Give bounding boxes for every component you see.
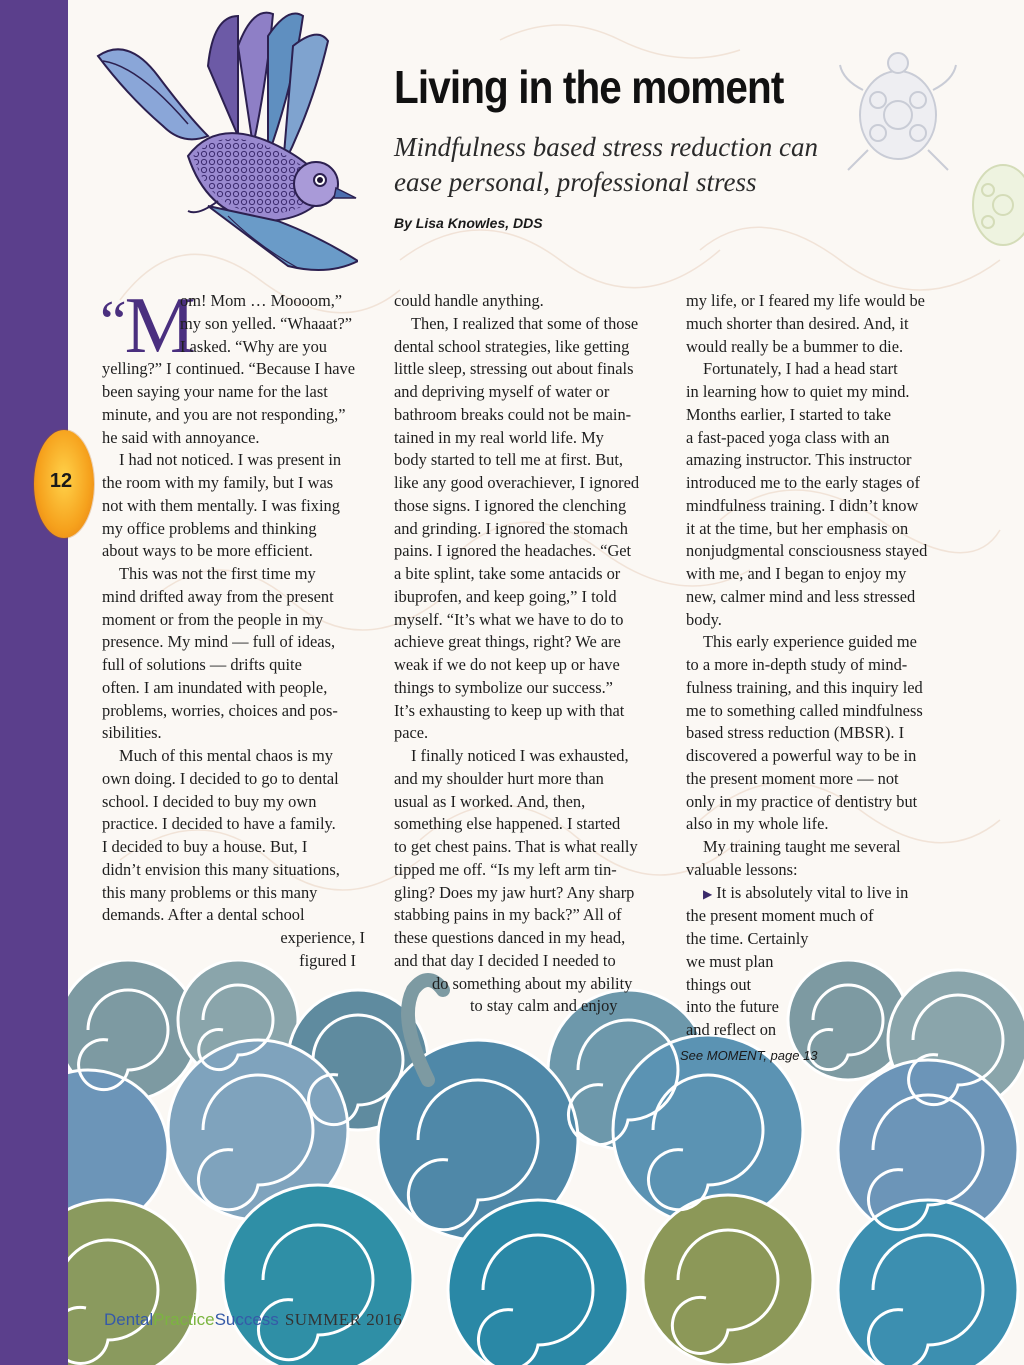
- text-line: pace.: [394, 723, 429, 743]
- text-line: the time. Certainly: [686, 929, 809, 948]
- paragraph: [102, 745, 372, 973]
- text-line: would really be a bummer to die.: [686, 336, 904, 356]
- text-line: based stress reduction (MBSR). I: [686, 723, 905, 743]
- article-byline: By Lisa Knowles, DDS: [394, 215, 543, 231]
- text-line: mindfulness training. I didn’t know: [686, 495, 919, 515]
- text-line: and that day I decided I needed to: [394, 950, 616, 970]
- text-line: little sleep, stressing out about finals: [394, 359, 634, 379]
- text-line: It’s exhausting to keep up with that: [394, 700, 625, 720]
- paragraph: [102, 290, 372, 449]
- text-line: [686, 882, 961, 906]
- text-line: ibuprofen, and keep going,” I told: [394, 586, 617, 606]
- body-column-1: [102, 290, 372, 973]
- text-line: things out: [686, 974, 752, 994]
- text-line: amazing instructor. This instructor: [686, 450, 912, 470]
- text-line: full of solutions — drifts quite: [102, 655, 302, 674]
- text-line: a bite splint, take some antacids or: [394, 564, 621, 583]
- text-line: didn’t envision this many situations,: [102, 859, 340, 879]
- article-title: Living in the moment: [394, 61, 784, 113]
- text-line: and my shoulder hurt more than: [394, 768, 604, 788]
- text-line: Much of this mental chaos is my: [119, 746, 333, 765]
- text-line: tipped me off. “Is my left arm tin-: [394, 859, 617, 879]
- text-line: I decided to buy a house. But, I: [102, 837, 308, 856]
- text-line: could handle anything.: [394, 291, 544, 310]
- text-line: my life, or I feared my life would be: [686, 291, 925, 310]
- text-line: I asked. “Why are you: [180, 336, 327, 356]
- text-line: to get chest pains. That is what really: [394, 837, 638, 856]
- brand-dental: Dental: [104, 1310, 154, 1329]
- text-line: tained in my real world life. My: [394, 427, 604, 447]
- text-line: often. I am inundated with people,: [102, 677, 328, 697]
- paragraph: [394, 745, 666, 1018]
- text-line: these questions danced in my head,: [394, 928, 626, 947]
- text-line: stabbing pains in my back?” All of: [394, 905, 622, 925]
- text-line: and depriving myself of water or: [394, 382, 610, 401]
- text-line: myself. “It’s what we have to do to: [394, 609, 624, 629]
- text-line: into the future: [686, 997, 779, 1017]
- text-line: presence. My mind — full of ideas,: [102, 632, 336, 652]
- text-line: experience, I: [280, 928, 365, 947]
- text-line: Months earlier, I started to take: [686, 404, 892, 424]
- text-line: not with them mentally. I was fixing: [102, 495, 340, 515]
- text-line: something else happened. I started: [394, 814, 621, 834]
- text-line: we must plan: [686, 951, 774, 971]
- article-subtitle: Mindfulness based stress reduction can ease personal, professional stress: [394, 132, 818, 197]
- turtle-illustration-small: [958, 150, 1024, 260]
- text-line: do something about my ability: [432, 973, 633, 993]
- text-line: this many problems or this many: [102, 882, 318, 902]
- text-line: This was not the first time my: [119, 564, 316, 583]
- text-line: it at the time, but her emphasis on: [686, 518, 909, 538]
- text-line: dental school strategies, like getting: [394, 336, 630, 356]
- footer-publication: [104, 1310, 402, 1330]
- text-line: the present moment much of: [686, 906, 874, 926]
- text-line: achieve great things, right? We are: [394, 632, 621, 652]
- text-line: and grinding. I ignored the stomach: [394, 518, 628, 538]
- text-line: This early experience guided me: [703, 632, 917, 652]
- text-line: things to symbolize our success.”: [394, 677, 613, 697]
- text-line: valuable lessons:: [686, 859, 798, 879]
- text-line: Then, I realized that some of those: [411, 313, 639, 333]
- text-line: demands. After a dental school: [102, 905, 305, 925]
- text-line: been saying your name for the last: [102, 382, 328, 401]
- text-line: own doing. I decided to go to dental: [102, 768, 339, 788]
- text-line: the room with my family, but I was: [102, 473, 334, 492]
- bullet-text: It is absolutely vital to live in: [716, 882, 909, 902]
- text-line: I had not noticed. I was present in: [119, 450, 342, 470]
- text-line: introduced me to the early stages of: [686, 473, 920, 492]
- text-line: om! Mom … Moooom,”: [180, 291, 343, 310]
- body-column-3: [686, 290, 961, 1042]
- continued-reference: See MOMENT, page 13: [680, 1048, 818, 1063]
- text-line: My training taught me several: [703, 837, 901, 856]
- spine-bar: [0, 0, 68, 1365]
- bullet-arrow-icon: ▶: [703, 886, 713, 901]
- paragraph: [686, 290, 961, 358]
- text-line: nonjudgmental consciousness stayed: [686, 541, 928, 561]
- text-line: and reflect on: [686, 1020, 777, 1039]
- text-line: a fast-paced yoga class with an: [686, 427, 890, 447]
- text-line: body.: [686, 609, 722, 629]
- paragraph: [686, 358, 961, 631]
- paragraph: [394, 313, 666, 745]
- text-line: new, calmer mind and less stressed: [686, 586, 916, 606]
- text-line: sibilities.: [102, 723, 162, 743]
- body-column-2: [394, 290, 666, 1018]
- text-line: to a more in-depth study of mind-: [686, 655, 908, 674]
- text-line: yelling?” I continued. “Because I have: [102, 359, 356, 379]
- text-line: fulness training, and this inquiry led: [686, 677, 923, 697]
- text-line: my son yelled. “Whaaat?”: [180, 313, 353, 333]
- bullet-item: [686, 882, 961, 1042]
- text-line: weak if we do not keep up or have: [394, 655, 620, 674]
- paragraph: [102, 449, 372, 563]
- paragraph: [394, 290, 666, 313]
- text-line: Fortunately, I had a head start: [703, 359, 898, 379]
- text-line: he said with annoyance.: [102, 427, 260, 447]
- text-line: like any good overachiever, I ignored: [394, 473, 640, 492]
- text-line: the present moment more — not: [686, 768, 899, 788]
- bird-illustration: [88, 6, 358, 286]
- text-line: discovered a powerful way to be in: [686, 746, 917, 765]
- text-line: bathroom breaks could not be main-: [394, 404, 632, 424]
- text-line: only in my practice of dentistry but: [686, 791, 918, 811]
- drop-cap-quote: “: [100, 289, 127, 355]
- text-line: practice. I decided to have a family.: [102, 814, 336, 834]
- text-line: usual as I worked. And, then,: [394, 791, 586, 811]
- text-line: me to something called mindfulness: [686, 700, 923, 720]
- text-line: gling? Does my jaw hurt? Any sharp: [394, 882, 635, 902]
- text-line: I finally noticed I was exhausted,: [411, 746, 629, 765]
- brand-practice: Practice: [153, 1310, 215, 1329]
- text-line: figured I: [299, 950, 356, 970]
- text-line: much shorter than desired. And, it: [686, 313, 909, 333]
- text-line: with me, and I began to enjoy my: [686, 564, 907, 583]
- paragraph: [686, 631, 961, 836]
- text-line: my office problems and thinking: [102, 518, 317, 538]
- text-line: to stay calm and enjoy: [470, 996, 618, 1016]
- issue-label: SUMMER 2016: [284, 1310, 403, 1329]
- text-line: body started to tell me at first. But,: [394, 450, 623, 470]
- text-line: pains. I ignored the headaches. “Get: [394, 541, 632, 561]
- text-line: also in my whole life.: [686, 814, 829, 834]
- brand-success: Success: [214, 1310, 279, 1329]
- paragraph: [686, 836, 961, 882]
- text-line: moment or from the people in my: [102, 609, 324, 629]
- text-line: minute, and you are not responding,”: [102, 404, 346, 424]
- paragraph: [102, 563, 372, 745]
- text-line: about ways to be more efficient.: [102, 541, 313, 561]
- text-line: in learning how to quiet my mind.: [686, 382, 910, 401]
- text-line: those signs. I ignored the clenching: [394, 495, 627, 515]
- text-line: problems, worries, choices and pos-: [102, 700, 338, 720]
- text-line: mind drifted away from the present: [102, 586, 334, 606]
- page-number: 12: [49, 470, 73, 492]
- text-line: school. I decided to buy my own: [102, 791, 317, 811]
- drop-cap-letter: M: [124, 282, 196, 370]
